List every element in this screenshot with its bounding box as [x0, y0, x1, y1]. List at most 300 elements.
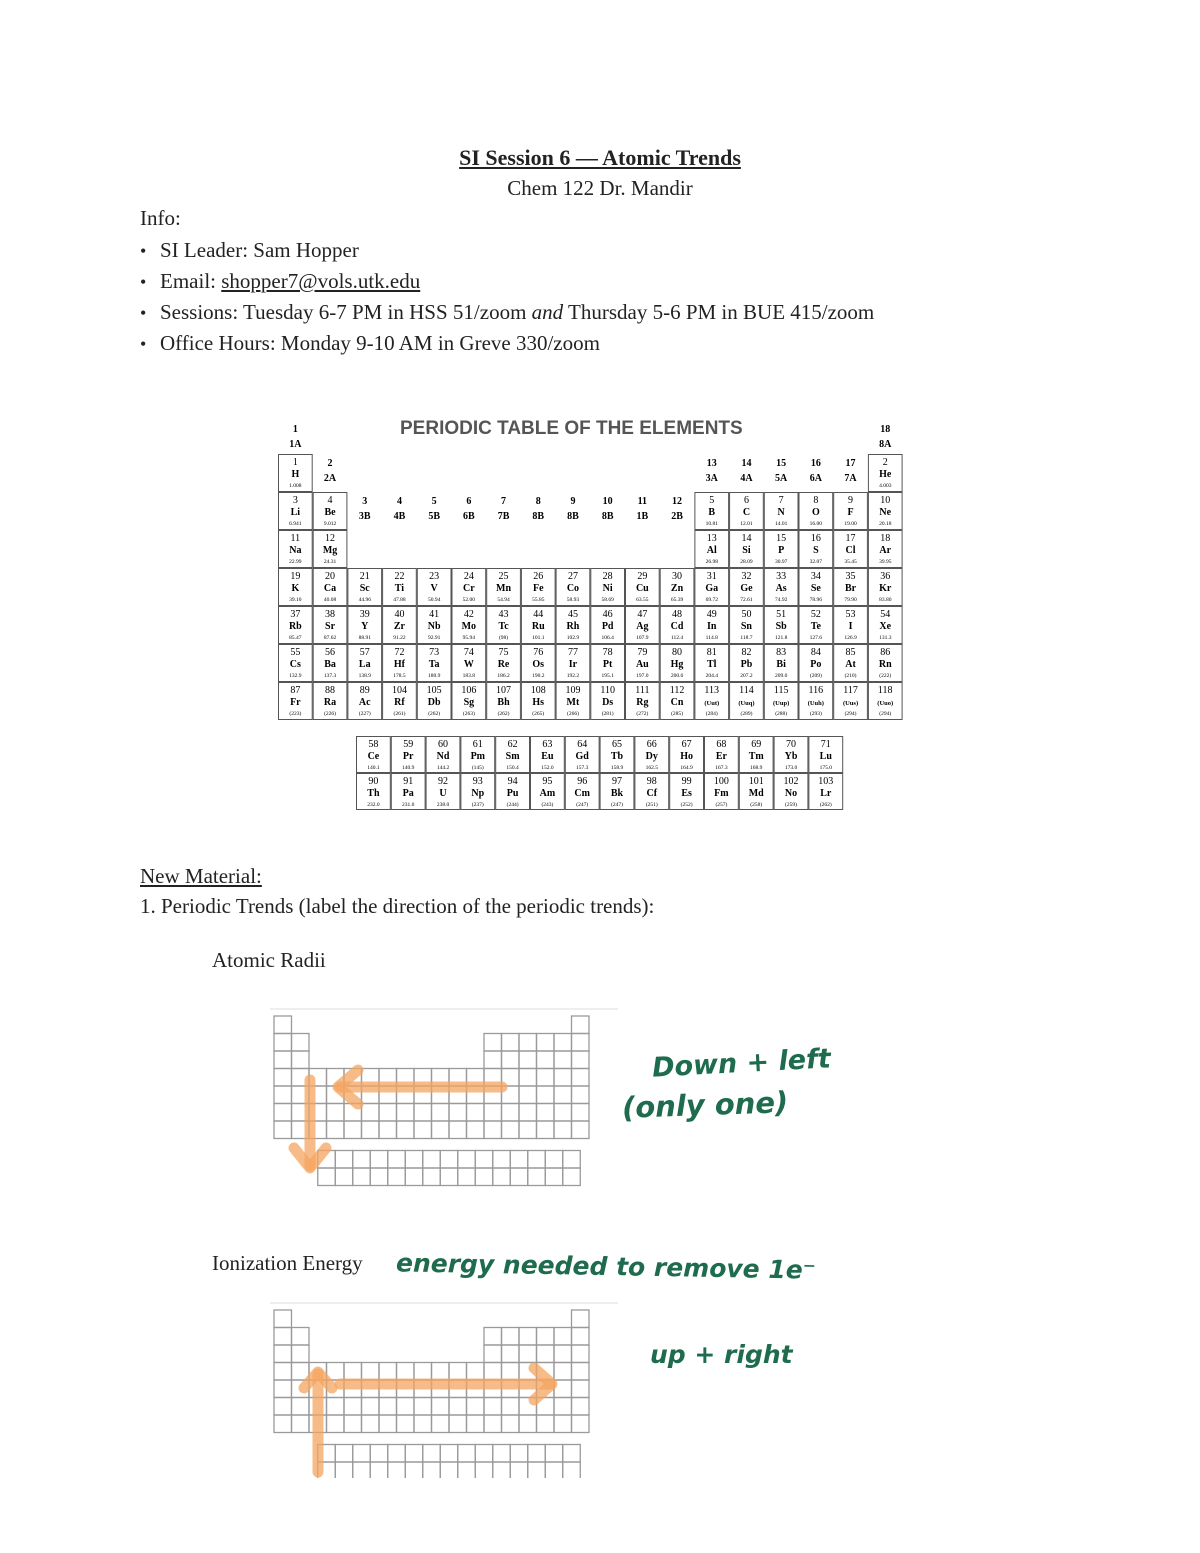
mini-cell: [537, 1345, 555, 1363]
element-cell: [279, 683, 313, 720]
svg-text:Cf: Cf: [646, 788, 658, 799]
group-number: 6: [466, 496, 472, 507]
element-cell: [626, 607, 660, 644]
svg-text:Mg: Mg: [322, 545, 338, 556]
element-cell: [868, 645, 902, 682]
mini-cell: [510, 1151, 528, 1169]
svg-text:52: 52: [810, 609, 821, 620]
element-cell: [521, 645, 555, 682]
svg-text:Hf: Hf: [393, 659, 406, 670]
svg-text:Pr: Pr: [402, 751, 414, 762]
svg-text:14: 14: [741, 533, 752, 544]
svg-text:91.22: 91.22: [393, 635, 406, 641]
svg-text:Cd: Cd: [670, 621, 684, 632]
svg-text:102.9: 102.9: [566, 635, 580, 641]
svg-text:(244): (244): [506, 802, 519, 808]
svg-text:24.31: 24.31: [323, 559, 337, 565]
mini-cell: [432, 1398, 450, 1416]
svg-text:Cl: Cl: [845, 545, 856, 556]
mini-cell: [563, 1168, 581, 1186]
svg-text:N: N: [777, 507, 785, 518]
mini-cell: [502, 1398, 520, 1416]
svg-text:(243): (243): [541, 802, 554, 808]
svg-text:97: 97: [612, 776, 622, 787]
svg-text:81: 81: [706, 647, 717, 658]
svg-text:150.4: 150.4: [506, 765, 519, 771]
mini-cell: [432, 1104, 450, 1122]
svg-text:55: 55: [290, 647, 301, 658]
mini-cell: [335, 1462, 353, 1478]
svg-text:Cu: Cu: [635, 583, 649, 594]
svg-text:94: 94: [507, 776, 518, 787]
mini-cell: [432, 1415, 450, 1433]
mini-cell: [274, 1415, 292, 1433]
element-cell: [417, 683, 451, 720]
svg-text:82: 82: [741, 647, 752, 658]
svg-text:Lu: Lu: [819, 751, 832, 762]
svg-text:76: 76: [533, 647, 544, 658]
svg-text:Ag: Ag: [636, 621, 649, 632]
element-cell: [868, 493, 902, 530]
svg-text:Np: Np: [471, 788, 485, 799]
svg-text:113: 113: [704, 685, 720, 696]
svg-text:Tl: Tl: [707, 659, 717, 670]
svg-text:13: 13: [706, 533, 717, 544]
mini-cell: [458, 1151, 476, 1169]
group-number: 1: [292, 424, 298, 435]
svg-text:18: 18: [880, 533, 891, 544]
svg-text:157.3: 157.3: [576, 765, 589, 771]
element-cell: [313, 569, 347, 606]
mini-cell: [379, 1104, 397, 1122]
svg-text:(247): (247): [576, 802, 589, 808]
svg-text:232.0: 232.0: [367, 802, 380, 808]
element-cell: [799, 645, 833, 682]
lanthanide-cell: [461, 737, 495, 773]
handwritten-note-radii-2: (only one): [621, 1085, 789, 1125]
svg-text:Er: Er: [715, 751, 727, 762]
svg-text:Fe: Fe: [532, 583, 544, 594]
svg-text:Db: Db: [427, 697, 441, 708]
element-cell: [695, 607, 729, 644]
actinide-cell: [357, 774, 391, 810]
element-cell: [626, 683, 660, 720]
svg-text:58: 58: [368, 739, 379, 750]
svg-text:102: 102: [783, 776, 799, 787]
actinide-cell: [809, 774, 843, 810]
svg-text:2: 2: [882, 457, 888, 468]
svg-text:57: 57: [359, 647, 370, 658]
svg-text:As: As: [775, 583, 787, 594]
svg-text:Rf: Rf: [394, 697, 405, 708]
element-cell: [279, 531, 313, 568]
mini-cell: [370, 1151, 388, 1169]
svg-text:In: In: [707, 621, 717, 632]
svg-text:19: 19: [290, 571, 301, 582]
svg-text:Dy: Dy: [645, 751, 658, 762]
element-cell: [660, 645, 694, 682]
mini-cell: [572, 1380, 590, 1398]
mini-cell: [502, 1121, 520, 1139]
mini-cell: [484, 1328, 502, 1346]
svg-text:(Uup): (Uup): [773, 700, 790, 707]
mini-cell: [572, 1034, 590, 1052]
element-cell: [487, 569, 521, 606]
mini-cell: [502, 1104, 520, 1122]
mini-cell: [292, 1328, 310, 1346]
email-link[interactable]: shopper7@vols.utk.edu: [221, 269, 421, 293]
svg-text:72: 72: [394, 647, 405, 658]
svg-text:Zr: Zr: [393, 621, 406, 632]
svg-text:87.62: 87.62: [323, 635, 337, 641]
mini-cell: [493, 1445, 511, 1463]
element-cell: [868, 569, 902, 606]
mini-cell: [414, 1363, 432, 1381]
svg-text:Pu: Pu: [506, 788, 519, 799]
svg-text:Rb: Rb: [288, 621, 302, 632]
mini-cell: [292, 1345, 310, 1363]
group-label: 4B: [393, 511, 406, 522]
actinide-cell: [426, 774, 460, 810]
mini-cell: [572, 1415, 590, 1433]
mini-cell: [519, 1345, 537, 1363]
element-cell: [383, 683, 417, 720]
element-cell: [764, 531, 798, 568]
element-cell: [521, 569, 555, 606]
lanthanide-cell: [635, 737, 669, 773]
mini-cell: [397, 1415, 415, 1433]
actinide-cell: [565, 774, 599, 810]
mini-cell: [502, 1363, 520, 1381]
mini-cell: [554, 1086, 572, 1104]
svg-text:(Uuo): (Uuo): [877, 700, 894, 707]
svg-text:I: I: [848, 621, 853, 632]
svg-text:95.94: 95.94: [462, 635, 476, 641]
lanthanide-cell: [357, 737, 391, 773]
svg-text:Cr: Cr: [463, 583, 475, 594]
svg-text:Au: Au: [635, 659, 649, 670]
svg-text:52.00: 52.00: [462, 597, 476, 603]
mini-cell: [414, 1398, 432, 1416]
element-cell: [383, 569, 417, 606]
svg-text:186.2: 186.2: [497, 673, 510, 679]
svg-text:26: 26: [533, 571, 544, 582]
element-cell: [834, 683, 868, 720]
svg-text:118: 118: [877, 685, 893, 696]
svg-text:(209): (209): [809, 673, 822, 679]
svg-text:Sb: Sb: [775, 621, 787, 632]
svg-text:Co: Co: [566, 583, 580, 594]
element-cell: [799, 493, 833, 530]
mini-cell: [353, 1445, 371, 1463]
mini-cell: [449, 1363, 467, 1381]
mini-cell: [563, 1462, 581, 1478]
svg-text:23: 23: [429, 571, 440, 582]
mini-cell: [510, 1168, 528, 1186]
group-number: 17: [845, 458, 856, 469]
svg-text:127.6: 127.6: [809, 635, 823, 641]
svg-text:Ru: Ru: [531, 621, 545, 632]
svg-text:(237): (237): [471, 802, 484, 808]
svg-text:64: 64: [577, 739, 588, 750]
element-cell: [626, 569, 660, 606]
svg-text:5: 5: [709, 495, 715, 506]
mini-cell: [344, 1398, 362, 1416]
element-cell: [313, 683, 347, 720]
svg-text:107: 107: [496, 685, 512, 696]
group-label: 3B: [358, 511, 371, 522]
svg-text:99: 99: [681, 776, 692, 787]
element-cell: [660, 569, 694, 606]
svg-text:6: 6: [743, 495, 749, 506]
svg-text:112: 112: [669, 685, 685, 696]
svg-text:91: 91: [403, 776, 414, 787]
mini-cell: [274, 1310, 292, 1328]
svg-text:69: 69: [751, 739, 762, 750]
svg-text:93: 93: [472, 776, 483, 787]
svg-text:Ti: Ti: [394, 583, 405, 594]
svg-text:238.0: 238.0: [436, 802, 450, 808]
element-cell: [348, 569, 382, 606]
lanthanide-cell: [391, 737, 425, 773]
group-number: 13: [706, 458, 717, 469]
svg-text:116: 116: [808, 685, 824, 696]
svg-text:Sc: Sc: [359, 583, 370, 594]
svg-text:Pm: Pm: [470, 751, 486, 762]
mini-cell: [405, 1151, 423, 1169]
svg-text:Sg: Sg: [463, 697, 475, 708]
svg-text:(145): (145): [471, 765, 484, 771]
svg-text:Bh: Bh: [497, 697, 510, 708]
svg-text:87: 87: [290, 685, 301, 696]
svg-text:42: 42: [463, 609, 474, 620]
svg-text:207.2: 207.2: [740, 673, 753, 679]
svg-text:Es: Es: [681, 788, 692, 799]
svg-text:(98): (98): [498, 635, 509, 641]
mini-cell: [484, 1034, 502, 1052]
mini-cell: [397, 1104, 415, 1122]
info-list: [140, 235, 874, 359]
mini-cell: [537, 1104, 555, 1122]
svg-text:Kr: Kr: [879, 583, 892, 594]
element-cell: [764, 569, 798, 606]
mini-cell: [519, 1121, 537, 1139]
svg-text:12.01: 12.01: [740, 521, 753, 527]
actinide-cell: [705, 774, 739, 810]
svg-text:204.4: 204.4: [705, 673, 718, 679]
svg-text:Ge: Ge: [740, 583, 753, 594]
element-cell: [417, 607, 451, 644]
mini-cell: [572, 1310, 590, 1328]
mini-cell: [362, 1415, 380, 1433]
svg-text:27: 27: [567, 571, 578, 582]
mini-cell: [537, 1328, 555, 1346]
mini-cell: [475, 1151, 493, 1169]
svg-text:39.95: 39.95: [879, 559, 892, 565]
svg-text:111: 111: [635, 685, 650, 696]
element-cell: [487, 645, 521, 682]
svg-text:He: He: [879, 469, 892, 480]
svg-text:67: 67: [681, 739, 692, 750]
mini-cell: [274, 1069, 292, 1087]
svg-text:144.2: 144.2: [436, 765, 450, 771]
mini-cell: [423, 1168, 441, 1186]
svg-text:Hg: Hg: [670, 659, 684, 670]
group-number: 15: [776, 458, 787, 469]
svg-text:70: 70: [786, 739, 796, 750]
mini-cell: [554, 1363, 572, 1381]
svg-text:1.008: 1.008: [289, 483, 302, 489]
svg-text:46: 46: [602, 609, 613, 620]
svg-text:117: 117: [843, 685, 858, 696]
element-cell: [487, 607, 521, 644]
mini-cell: [423, 1462, 441, 1478]
element-cell: [279, 569, 313, 606]
trend-label-ionization-energy: Ionization Energy: [212, 1251, 363, 1275]
element-cell: [868, 683, 902, 720]
element-cell: [730, 493, 764, 530]
element-cell: [799, 607, 833, 644]
group-number: 10: [602, 496, 613, 507]
mini-cell: [502, 1415, 520, 1433]
element-cell: [695, 493, 729, 530]
element-cell: [556, 607, 590, 644]
mini-cell: [335, 1168, 353, 1186]
svg-text:Ni: Ni: [602, 583, 613, 594]
group-label: 7B: [497, 511, 510, 522]
svg-text:(284): (284): [705, 711, 718, 717]
mini-cell: [537, 1121, 555, 1139]
mini-cell: [440, 1168, 458, 1186]
element-cell: [764, 683, 798, 720]
svg-text:88.91: 88.91: [358, 635, 371, 641]
svg-text:98: 98: [646, 776, 657, 787]
mini-cell: [405, 1168, 423, 1186]
svg-text:At: At: [845, 659, 856, 670]
svg-text:19.00: 19.00: [844, 521, 857, 527]
group-label: 8B: [532, 511, 545, 522]
mini-cell: [572, 1345, 590, 1363]
mini-periodic-table-atomic-radii: [270, 1008, 620, 1200]
svg-text:Cm: Cm: [574, 788, 590, 799]
group-label: 1A: [289, 439, 302, 450]
mini-cell: [388, 1462, 406, 1478]
svg-text:89: 89: [359, 685, 370, 696]
svg-text:180.9: 180.9: [427, 673, 441, 679]
element-cell: [348, 645, 382, 682]
svg-text:29: 29: [637, 571, 648, 582]
mini-cell: [362, 1121, 380, 1139]
element-cell: [313, 607, 347, 644]
mini-cell: [274, 1345, 292, 1363]
svg-text:Yb: Yb: [784, 751, 798, 762]
mini-cell: [467, 1104, 485, 1122]
svg-text:131.3: 131.3: [879, 635, 892, 641]
mini-cell: [528, 1151, 546, 1169]
mini-cell: [545, 1151, 563, 1169]
mini-cell: [423, 1151, 441, 1169]
svg-text:Si: Si: [742, 545, 751, 556]
svg-text:Li: Li: [290, 507, 301, 518]
svg-text:(222): (222): [879, 673, 892, 679]
svg-text:30.97: 30.97: [774, 559, 788, 565]
svg-text:101.1: 101.1: [532, 635, 545, 641]
svg-text:Eu: Eu: [541, 751, 554, 762]
mini-cell: [484, 1345, 502, 1363]
svg-text:115: 115: [773, 685, 789, 696]
svg-text:(247): (247): [611, 802, 623, 808]
mini-cell: [440, 1151, 458, 1169]
mini-cell: [467, 1398, 485, 1416]
svg-text:100: 100: [713, 776, 729, 787]
mini-cell: [563, 1445, 581, 1463]
svg-text:55.85: 55.85: [532, 597, 545, 603]
mini-cell: [484, 1104, 502, 1122]
svg-text:71: 71: [820, 739, 831, 750]
mini-cell: [484, 1415, 502, 1433]
element-cell: [452, 645, 486, 682]
svg-text:Am: Am: [539, 788, 556, 799]
mini-cell: [554, 1069, 572, 1087]
svg-text:138.9: 138.9: [358, 673, 371, 679]
mini-cell: [379, 1121, 397, 1139]
svg-text:U: U: [439, 788, 447, 799]
svg-text:107.9: 107.9: [636, 635, 649, 641]
svg-text:(210): (210): [844, 673, 857, 679]
mini-cell: [475, 1168, 493, 1186]
mini-cell: [519, 1328, 537, 1346]
svg-text:47: 47: [637, 609, 648, 620]
svg-text:192.2: 192.2: [566, 673, 580, 679]
svg-text:24: 24: [463, 571, 474, 582]
svg-text:106.4: 106.4: [601, 635, 614, 641]
svg-text:132.9: 132.9: [289, 673, 302, 679]
mini-cell: [335, 1445, 353, 1463]
svg-text:(Uuh): (Uuh): [807, 700, 824, 707]
element-cell: [521, 683, 555, 720]
mini-cell: [292, 1034, 310, 1052]
svg-text:231.0: 231.0: [402, 802, 415, 808]
svg-text:Fm: Fm: [714, 788, 729, 799]
mini-cell: [414, 1121, 432, 1139]
mini-cell: [353, 1462, 371, 1478]
svg-text:65.39: 65.39: [670, 597, 684, 603]
svg-text:(281): (281): [601, 711, 614, 717]
svg-text:(262): (262): [497, 711, 510, 717]
svg-text:105: 105: [426, 685, 442, 696]
mini-cell: [458, 1168, 476, 1186]
svg-text:K: K: [291, 583, 300, 594]
mini-cell: [502, 1328, 520, 1346]
element-cell: [834, 531, 868, 568]
svg-text:Ar: Ar: [879, 545, 892, 556]
svg-text:200.6: 200.6: [670, 673, 684, 679]
svg-text:74.92: 74.92: [774, 597, 788, 603]
mini-cell: [545, 1168, 563, 1186]
svg-text:104: 104: [391, 685, 407, 696]
svg-text:137.3: 137.3: [323, 673, 337, 679]
svg-text:Ra: Ra: [323, 697, 337, 708]
svg-text:Ce: Ce: [367, 751, 380, 762]
svg-text:Ga: Ga: [705, 583, 719, 594]
element-cell: [730, 683, 764, 720]
info-email: • Email: shopper7@vols.utk.edu: [140, 266, 874, 297]
element-cell: [764, 607, 798, 644]
svg-text:32.07: 32.07: [809, 559, 823, 565]
mini-cell: [519, 1415, 537, 1433]
svg-text:80: 80: [672, 647, 683, 658]
mini-cell: [537, 1086, 555, 1104]
